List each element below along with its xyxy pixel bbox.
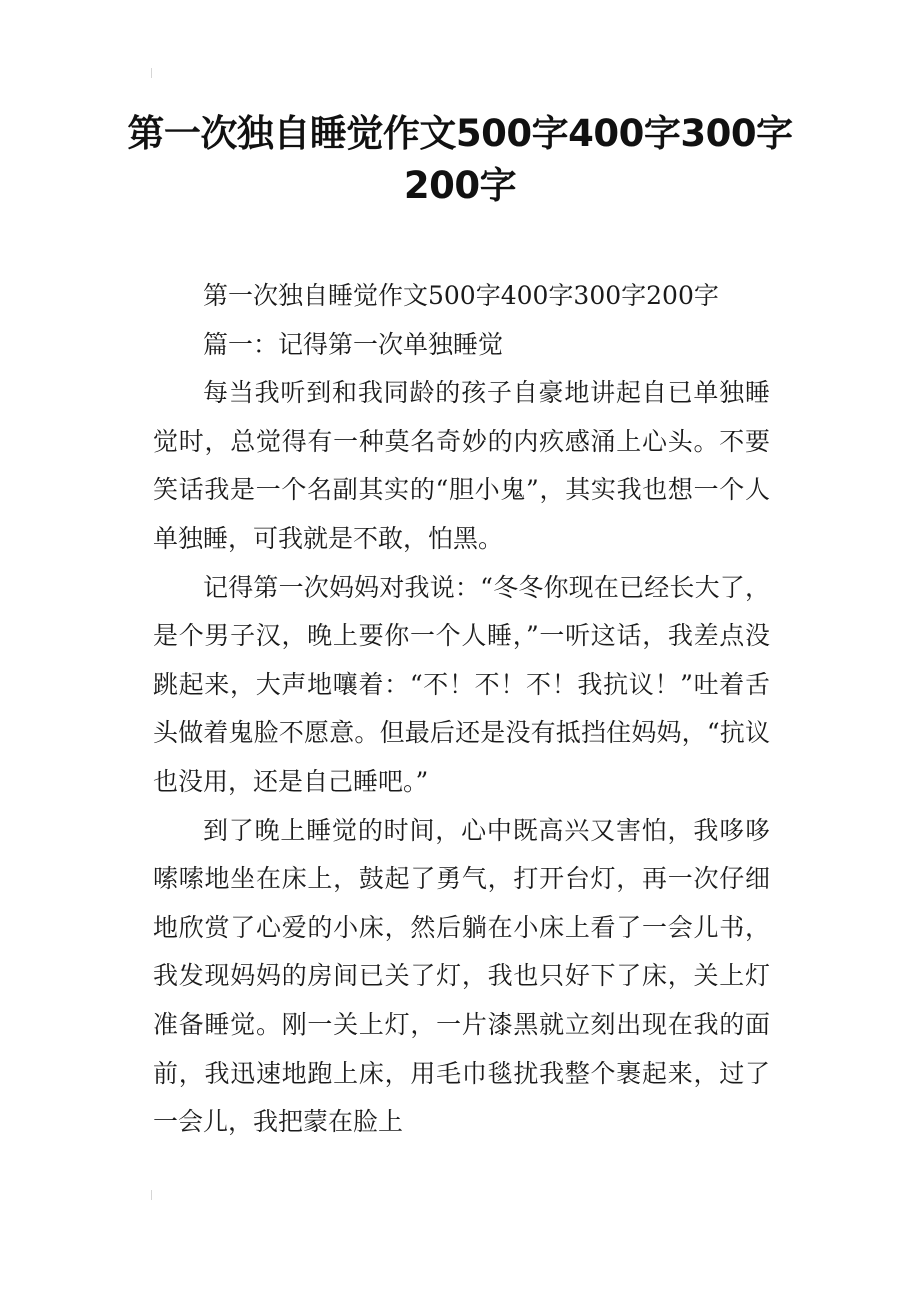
paragraph-3: 到了晚上睡觉的时间，心中既高兴又害怕，我哆哆嗦嗦地坐在床上，鼓起了勇气，打开台灯，再一次仔细地欣赏了心爱的小床，然后躺在小床上看了一会儿书，我发现妈妈的房间已关了灯，我也只好下了床，关上灯准备睡觉。刚一关上灯，一片漆黑就立刻出现在我的面前，我迅速地跑上床，用毛巾毯扰我整个裹起来，过了一会儿，我把蒙在脸上	[153, 815, 770, 1137]
corner-mark-bottom	[151, 1190, 158, 1200]
paragraph-1: 每当我听到和我同龄的孩子自豪地讲起自已单独睡觉时，总觉得有一种莫名奇妙的内疚感涌上心头。不要笑话我是一个名副其实的“胆小鬼”，其实我也想一个人单独睡，可我就是不敢，怕黑。	[153, 378, 770, 553]
paragraph-heading-repeat: 第一次独自睡觉作文500字400字300字200字	[203, 281, 719, 310]
document-title: 第一次独自睡觉作文500字400字300字200字	[127, 112, 793, 207]
document-body	[153, 272, 770, 1147]
paragraph-2: 记得第一次妈妈对我说：“冬冬你现在已经长大了，是个男子汉，晚上要你一个人睡，”一听这话，我差点没跳起来，大声地嚷着：“不！不！不！我抗议！”吐着舌头做着鬼脸不愿意。但最后还是没有抵挡住妈妈，“抗议也没用，还是自己睡吧。”	[153, 572, 770, 796]
corner-mark-top	[151, 68, 158, 78]
paragraph-section-title: 篇一：记得第一次单独睡觉	[203, 329, 504, 359]
